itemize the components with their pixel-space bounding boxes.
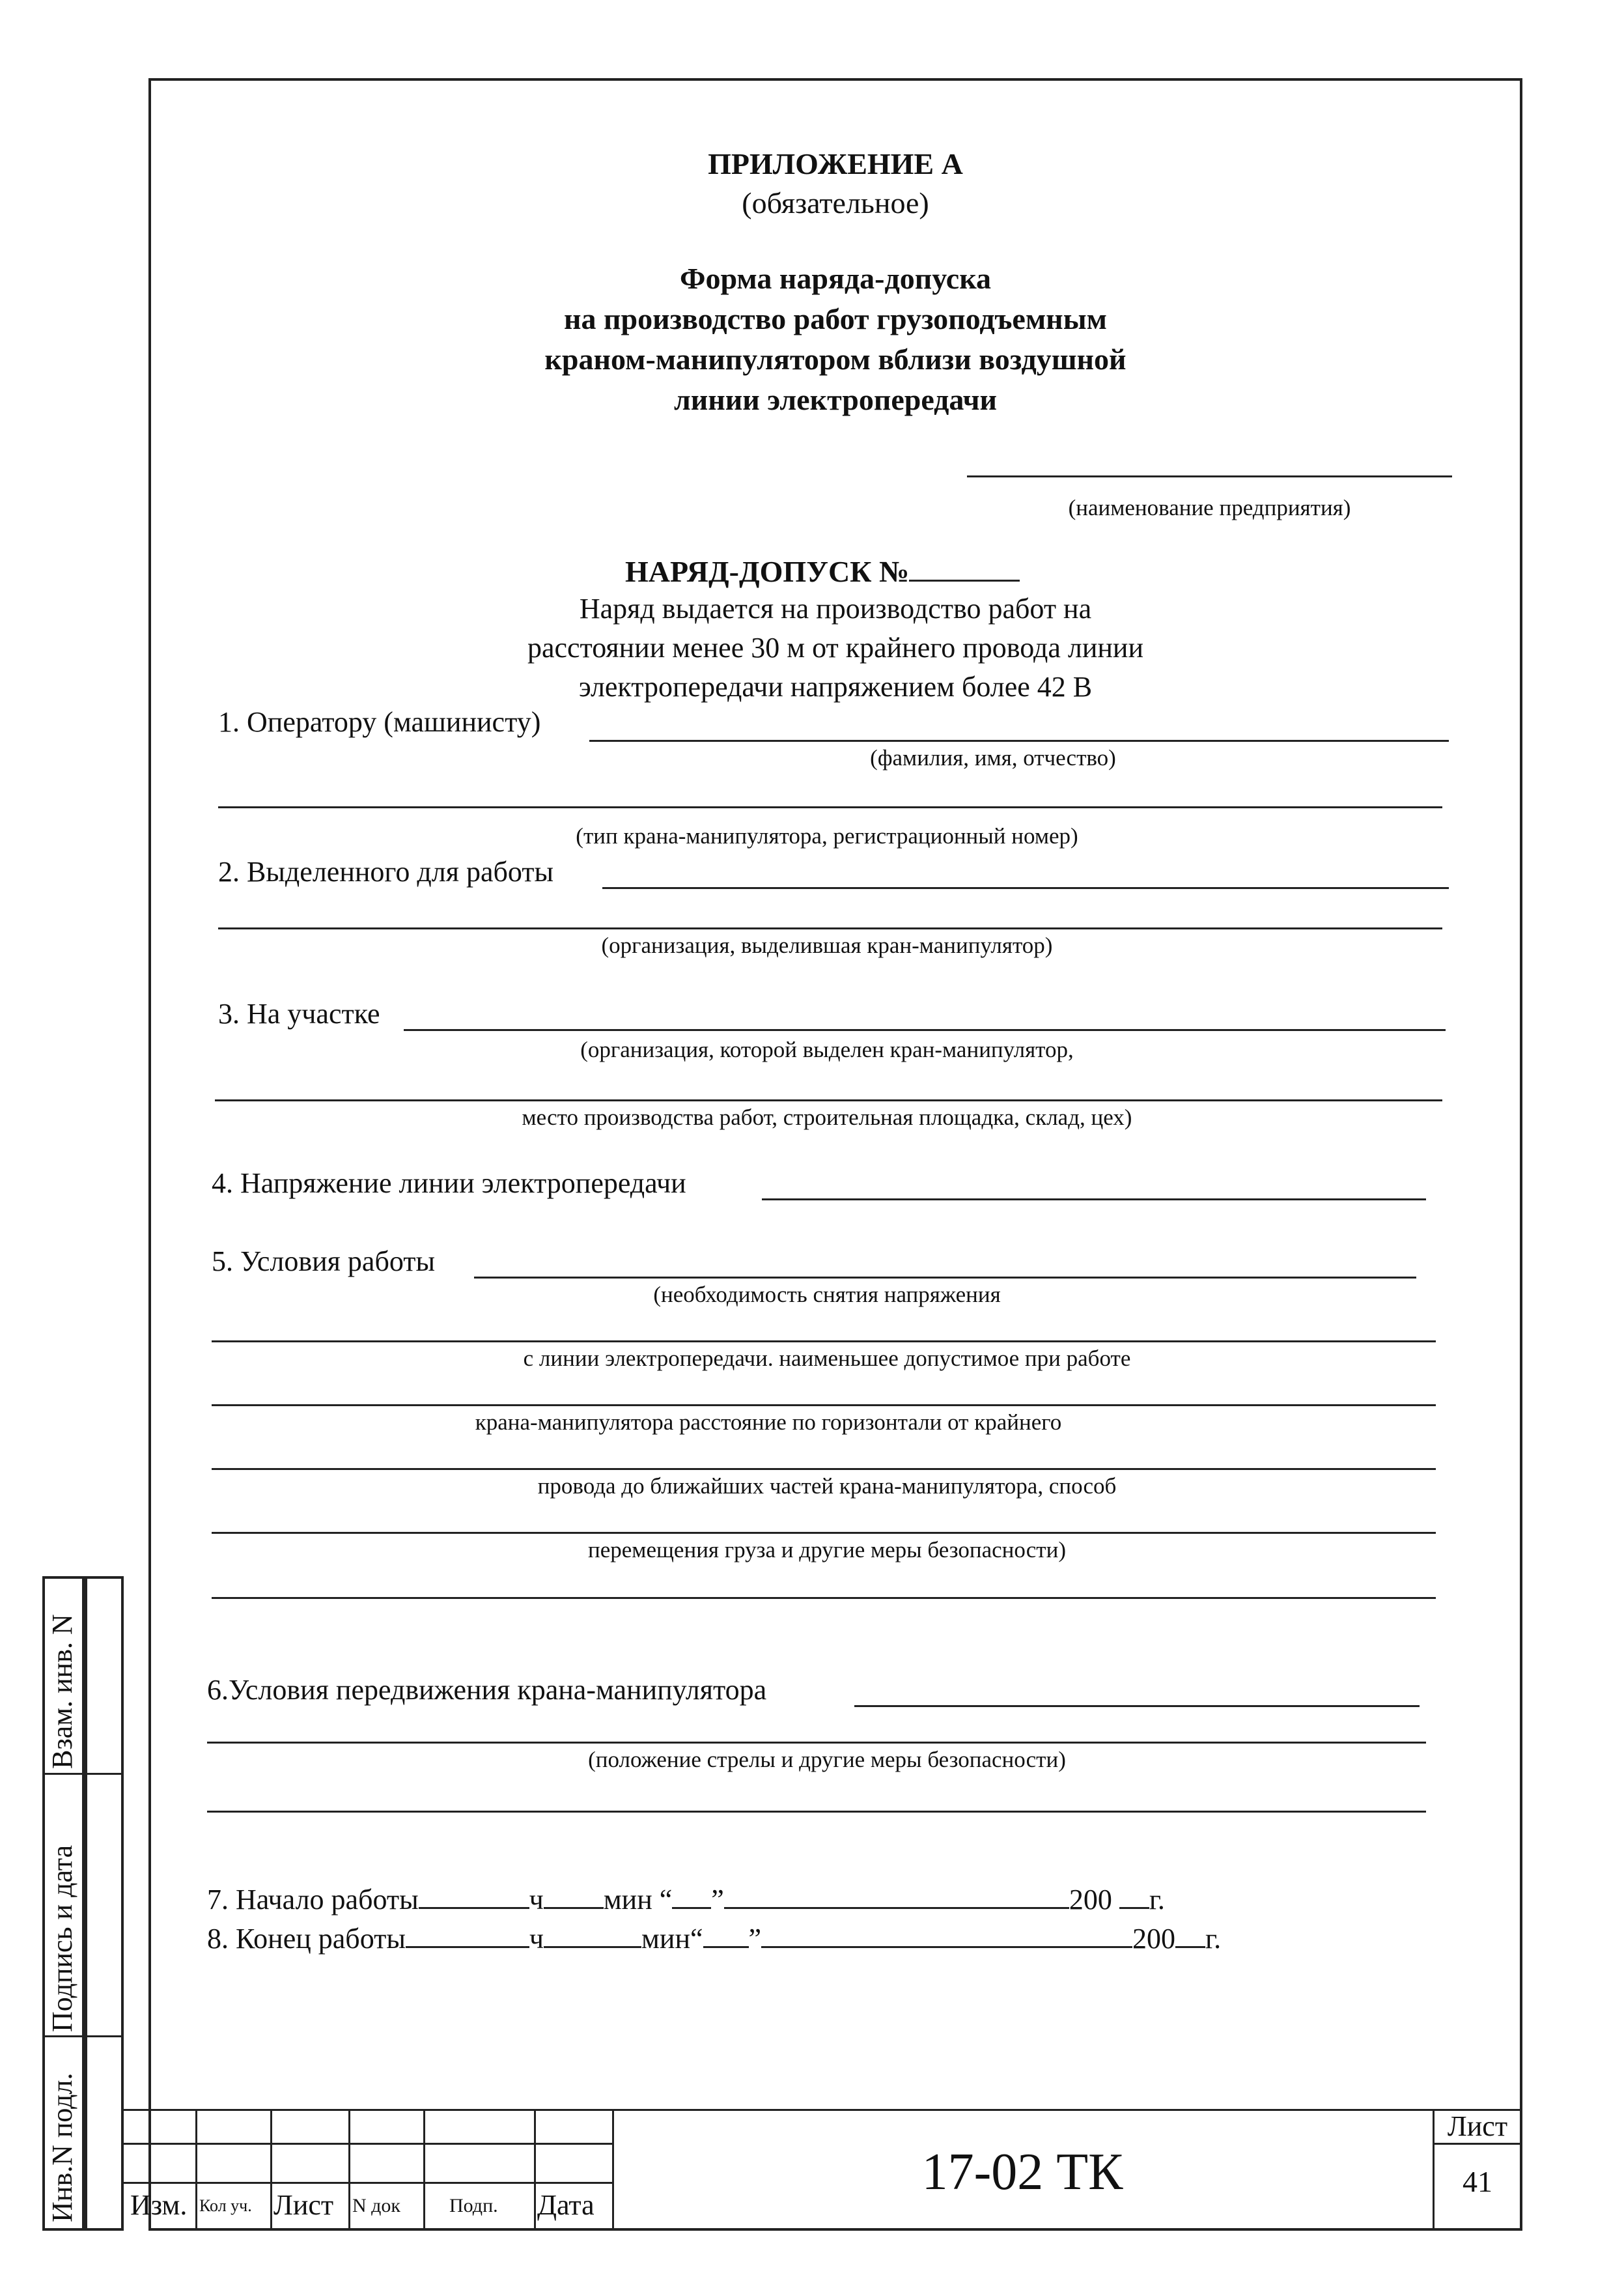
form-title-line-2: на производство работ грузоподъемным [564, 302, 1107, 335]
permit-number-field[interactable] [909, 552, 1020, 582]
open-quote: “ [659, 1884, 673, 1915]
appendix-subtitle: (обязательное) [742, 186, 929, 219]
work-conditions-line-2[interactable] [212, 1340, 1436, 1342]
item-1-label: 1. Оператору (машинисту) [218, 706, 541, 738]
work-conditions-line-3[interactable] [212, 1404, 1436, 1406]
hour-label: ч [529, 1923, 544, 1955]
item-5-caption-5: перемещения груза и другие меры безопасности) [588, 1537, 1066, 1562]
inv-podl-label: Инв.N подл. [46, 2072, 78, 2222]
item-5-caption-4: провода до ближайших частей крана-манипулятора, способ [537, 1473, 1117, 1499]
end-month-field[interactable] [761, 1920, 1132, 1948]
start-year-field[interactable] [1119, 1881, 1149, 1909]
item-1-caption-2: (тип крана-манипулятора, регистрационный номер) [576, 823, 1078, 849]
year-prefix: 200 [1132, 1923, 1176, 1955]
year-suffix: г. [1205, 1923, 1222, 1955]
year-suffix: г. [1149, 1884, 1165, 1915]
col-izm [195, 2109, 197, 2231]
item-7-row [207, 1881, 1165, 1919]
enterprise-name-field[interactable] [967, 475, 1452, 477]
side-stamp-inner [85, 1576, 124, 2231]
item-8-label: 8. Конец работы [207, 1923, 406, 1955]
koluch-label: Кол уч. [199, 2196, 252, 2215]
line-voltage-field[interactable] [762, 1198, 1426, 1200]
item-3-caption-2: место производства работ, строительная площадка, склад, цех) [522, 1105, 1132, 1130]
sheet-label: Лист [1447, 2110, 1508, 2142]
site-field[interactable] [404, 1029, 1446, 1031]
side-divider-2 [42, 2035, 124, 2037]
work-conditions-line-5[interactable] [212, 1532, 1436, 1534]
permit-heading [625, 552, 1020, 591]
podp-label: Подп. [449, 2195, 498, 2216]
col-list [348, 2109, 350, 2231]
permit-desc-3: электропередачи напряжением более 42 В [578, 671, 1093, 703]
start-hour-field[interactable] [419, 1881, 529, 1909]
operator-name-field[interactable] [589, 740, 1449, 742]
movement-conditions-field[interactable] [854, 1705, 1420, 1707]
end-day-field[interactable] [703, 1920, 749, 1948]
side-divider-1 [42, 1773, 124, 1775]
crane-type-field[interactable] [218, 806, 1442, 808]
col-koluch [270, 2109, 272, 2231]
item-2-label: 2. Выделенного для работы [218, 856, 554, 888]
start-month-field[interactable] [724, 1881, 1069, 1909]
min-label: мин [641, 1923, 690, 1955]
appendix-title: ПРИЛОЖЕНИЕ А [708, 147, 963, 180]
data-label: Дата [537, 2189, 595, 2221]
end-year-field[interactable] [1175, 1920, 1205, 1948]
item-8-row [207, 1920, 1221, 1958]
allocated-for-work-field[interactable] [602, 887, 1449, 889]
item-2-caption: (организация, выделившая кран-манипулятор) [601, 933, 1053, 958]
item-5-label: 5. Условия работы [212, 1245, 436, 1277]
enterprise-caption: (наименование предприятия) [1068, 495, 1351, 520]
work-conditions-line-4[interactable] [212, 1468, 1436, 1470]
end-min-field[interactable] [544, 1920, 641, 1948]
izm-label: Изм. [130, 2189, 188, 2221]
open-quote: “ [690, 1923, 703, 1955]
year-prefix: 200 [1069, 1884, 1112, 1915]
item-3-label: 3. На участке [218, 998, 380, 1030]
item-5-caption-1: (необходимость снятия напряжения [653, 1282, 1001, 1307]
podpis-data-label: Подпись и дата [46, 1845, 78, 2032]
work-place-field[interactable] [215, 1099, 1442, 1101]
permit-desc-2: расстоянии менее 30 м от крайнего провода линии [527, 632, 1144, 664]
col-ndok [423, 2109, 425, 2231]
item-6-label: 6.Условия передвижения крана-манипулятора [207, 1674, 767, 1706]
form-title-line-3: краном-манипулятором вблизи воздушной [544, 343, 1127, 376]
close-quote: ” [711, 1884, 724, 1915]
start-day-field[interactable] [672, 1881, 711, 1909]
sheet-divider [1433, 2143, 1522, 2145]
movement-conditions-line-3[interactable] [207, 1811, 1426, 1813]
movement-conditions-line-2[interactable] [207, 1742, 1426, 1744]
item-6-caption: (положение стрелы и другие меры безопасности) [588, 1747, 1066, 1772]
form-title-line-1: Форма наряда-допуска [679, 262, 992, 295]
ndok-label: N док [352, 2195, 401, 2216]
work-conditions-line-6[interactable] [212, 1597, 1436, 1599]
vzam-inv-label: Взам. инв. N [46, 1614, 78, 1769]
item-5-caption-3: крана-манипулятора расстояние по горизонтали от крайнего [475, 1409, 1062, 1435]
list-label: Лист [273, 2189, 334, 2221]
item-4-label: 4. Напряжение линии электропередачи [212, 1167, 686, 1199]
permit-heading-label: НАРЯД-ДОПУСК № [625, 555, 910, 588]
form-title-line-4: линии электропередачи [673, 383, 998, 416]
end-hour-field[interactable] [406, 1920, 529, 1948]
start-min-field[interactable] [544, 1881, 604, 1909]
item-3-caption-1: (организация, которой выделен кран-манипулятор, [580, 1037, 1074, 1062]
item-7-label: 7. Начало работы [207, 1884, 419, 1915]
hour-label: ч [529, 1884, 544, 1915]
col-podp [534, 2109, 536, 2231]
allocating-org-field[interactable] [218, 927, 1442, 929]
sheet-number: 41 [1463, 2165, 1492, 2198]
min-label: мин [603, 1884, 652, 1915]
work-conditions-field[interactable] [474, 1277, 1416, 1279]
title-block-top [124, 2109, 1522, 2111]
close-quote: ” [748, 1923, 762, 1955]
item-5-caption-2: с линии электропередачи. наименьшее допустимое при работе [523, 1346, 1131, 1371]
doc-code: 17-02 ТК [921, 2143, 1123, 2201]
permit-desc-1: Наряд выдается на производство работ на [579, 593, 1092, 625]
item-1-caption-1: (фамилия, имя, отчество) [870, 745, 1116, 770]
